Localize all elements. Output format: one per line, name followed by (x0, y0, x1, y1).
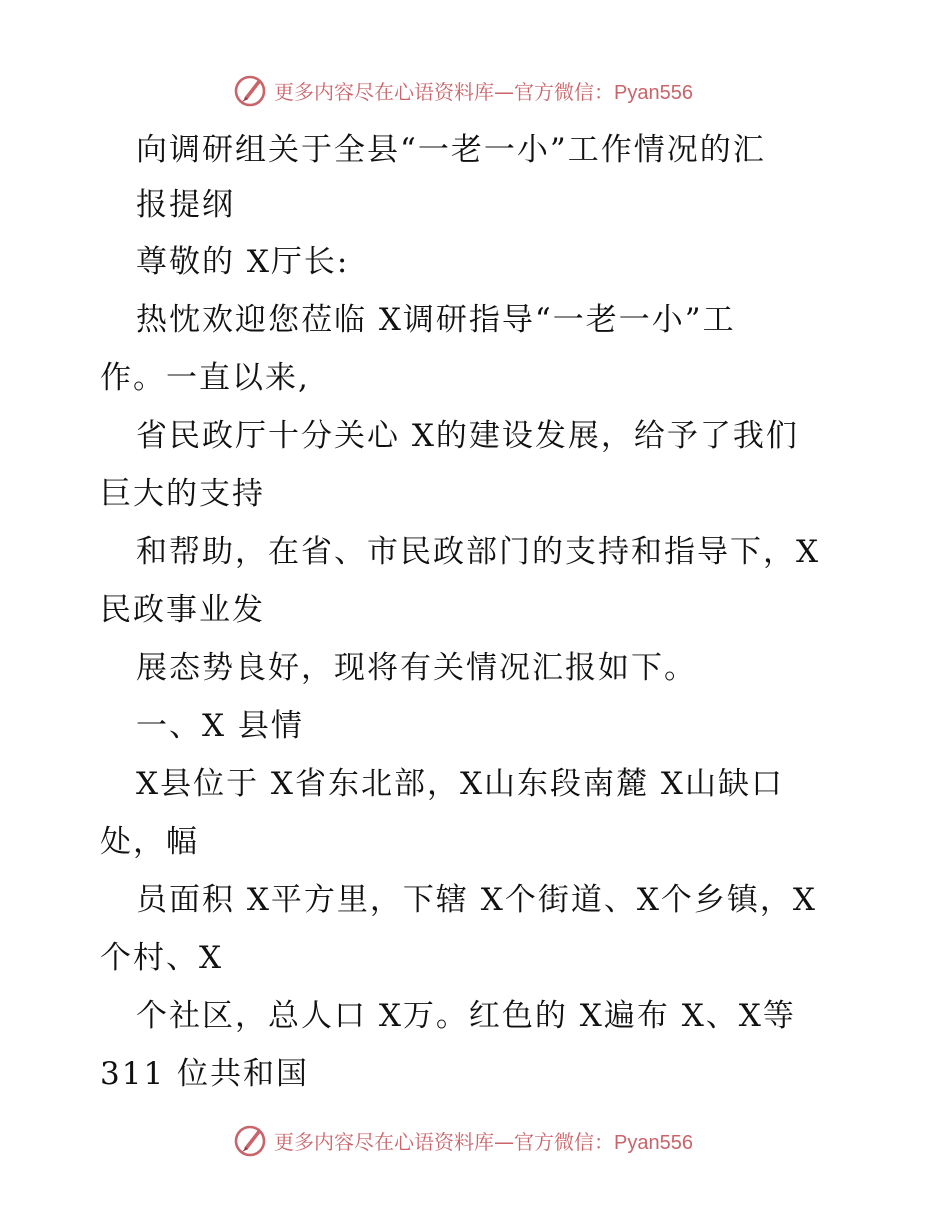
paragraph-line: 展态势良好，现将有关情况汇报如下。 (136, 650, 697, 686)
paragraph-line: 作。一直以来, (100, 360, 310, 396)
paragraph-line: X县位于 X省东北部，X山东段南麓 X山缺口 (136, 766, 784, 802)
paragraph-line: 员面积 X平方里，下辖 X个街道、X个乡镇，X (136, 882, 817, 918)
watermark-banner-top (232, 70, 732, 110)
title-line-2: 报提纲 (136, 187, 235, 223)
watermark-text: 更多内容尽在心语资料库—官方微信：Pyan556 (274, 1129, 693, 1154)
paragraph-line: 311 位共和国 (100, 1056, 310, 1092)
watermark-banner-bottom (232, 1120, 732, 1160)
watermark-text: 更多内容尽在心语资料库—官方微信：Pyan556 (274, 79, 693, 104)
paragraph-line: 个社区，总人口 X万。红色的 X遍布 X、X等 (136, 998, 796, 1034)
paragraph-line: 和帮助，在省、市民政部门的支持和指导下，X (136, 534, 821, 570)
section-heading: 一、X 县情 (136, 708, 304, 744)
paragraph-line: 省民政厅十分关心 X的建设发展，给予了我们 (136, 418, 799, 454)
paragraph-line: 处，幅 (100, 824, 199, 860)
paragraph-line: 民政事业发 (100, 592, 265, 628)
salutation: 尊敬的 X厅长: (136, 244, 350, 280)
paragraph-line: 巨大的支持 (100, 476, 265, 512)
paragraph-line: 个村、X (100, 940, 224, 976)
quill-logo-icon (232, 1122, 268, 1158)
quill-logo-icon (232, 72, 268, 108)
title-line-1: 向调研组关于全县“一老一小”工作情况的汇 (136, 132, 766, 168)
paragraph-line: 热忱欢迎您莅临 X调研指导“一老一小”工 (136, 302, 736, 338)
